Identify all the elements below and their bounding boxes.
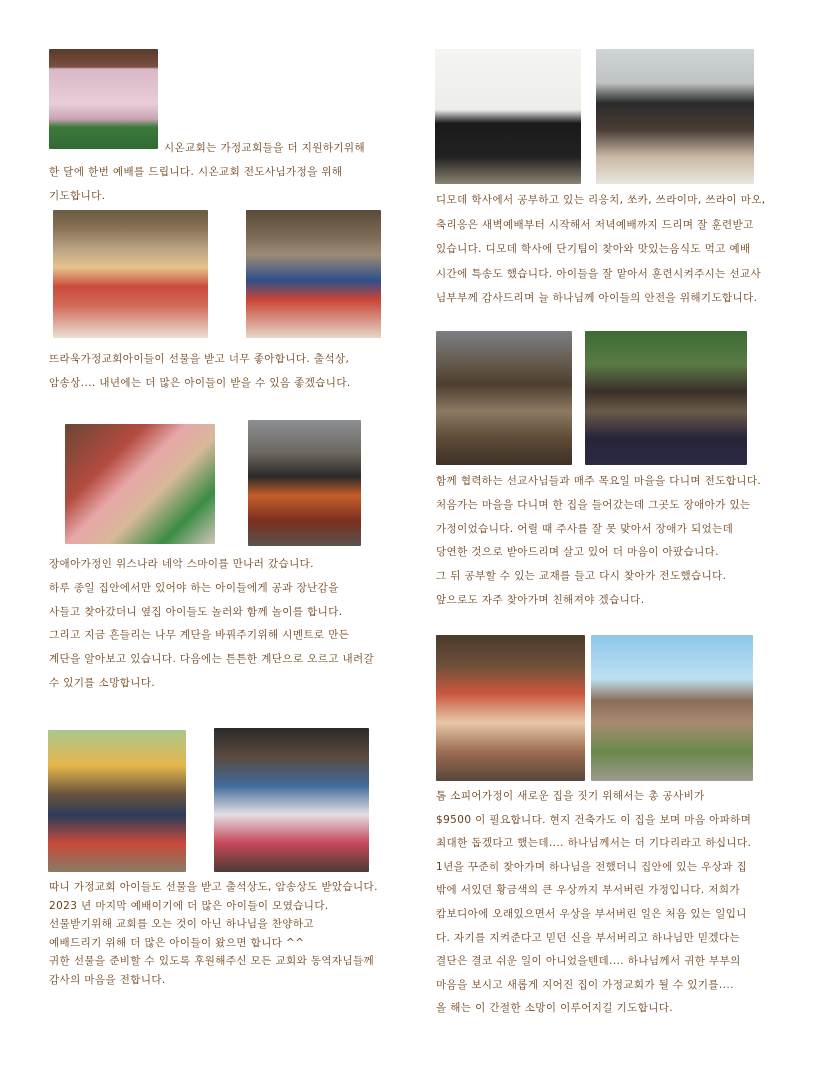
text-line: 한 달에 한번 예배를 드립니다. 시온교회 전도사님가정을 위해 [49, 166, 343, 178]
text-line: 축리응은 새벽예배부터 시작해서 저녁예배까지 드리며 잘 훈련받고 [436, 218, 754, 231]
text-line: 1년을 꾸준히 찾아가며 하나님을 전했더니 집안에 있는 우상과 집 [436, 860, 748, 873]
text-line: $9500 이 필요합니다. 현지 건축가도 이 집을 보며 마음 아파하며 [436, 813, 752, 826]
trauk-children-group-photo [246, 210, 381, 338]
trauk-children-group-image [246, 210, 381, 338]
village-visit-photo [585, 331, 747, 465]
wooden-stairs-photo [248, 420, 361, 546]
text-line: 기도합니다. [49, 190, 106, 202]
ttani-church-house-image [48, 730, 186, 872]
text-line: 디모데 학사에서 공부하고 있는 리응치, 쏘카, 쓰라이마, 쓰라이 마오, [436, 194, 766, 206]
family-interior-image [436, 635, 585, 781]
text-line: 2023 년 마지막 예배이기에 더 많은 아이들이 모였습니다. [49, 899, 329, 912]
text-line: 감사의 마음을 전합니다. [49, 973, 166, 986]
old-house-exterior-photo [591, 635, 753, 781]
church-worship-photo [49, 49, 158, 149]
text-line: 시간에 특송도 했습니다. 아이들을 잘 맡아서 훈련시켜주시는 선교사 [436, 267, 762, 280]
text-line: 톰 소피어가정이 새로운 집을 짓기 위해서는 총 공사비가 [436, 790, 705, 802]
wooden-stairs-image [248, 420, 361, 546]
text-line: 다. 자기를 지켜준다고 믿던 신을 부서버리고 하나님만 믿겠다는 [436, 931, 741, 944]
text-line: 암송상.... 내년에는 더 많은 아이들이 받을 수 있음 좋겠습니다. [49, 377, 351, 389]
text-line: 캄보디아에 오래있으면서 우상을 부서버린 일은 처음 있는 일입니 [436, 907, 747, 920]
text-line: 함께 협력하는 선교사님들과 매주 목요일 마을을 다니며 전도합니다. [436, 475, 762, 487]
text-line: 하루 종일 집안에서만 있어야 하는 아이들에게 공과 장난감을 [49, 581, 339, 594]
text-line: 님부부께 감사드리며 늘 하나님께 아이들의 안전을 위해기도합니다. [436, 292, 758, 304]
students-eating-meal-photo [596, 49, 754, 184]
new-house-paragraph [436, 785, 751, 1021]
text-line: 처음가는 마을을 다니며 한 집을 들어갔는데 그곳도 장애아가 있는 [436, 498, 751, 511]
old-house-exterior-image [591, 635, 753, 781]
text-line: 마음을 보시고 새롭게 지어진 집이 가정교회가 될 수 있기를.... [436, 978, 734, 991]
trauk-children-gifts-image [53, 210, 208, 338]
village-evangelism-paragraph [436, 470, 761, 613]
text-line: 사들고 찾아갔더니 옆집 아이들도 놀러와 함께 놀이를 합니다. [49, 605, 343, 618]
text-line: 그리고 지금 흔들리는 나무 계단을 바꿔주기위해 시멘트로 만든 [49, 629, 350, 642]
text-line: 뜨라욱가정교회아이들이 선물을 받고 너무 좋아합니다. 출석상, [49, 353, 350, 365]
students-raising-hands-image [435, 49, 581, 184]
trauk-children-gifts-photo [53, 210, 208, 338]
text-line: 귀한 선물을 준비할 수 있도록 후원해주신 모든 교회와 동역자님들께 [49, 955, 375, 967]
zion-church-paragraph [49, 136, 365, 208]
text-line: 시온교회는 가정교회들을 더 지원하기위해 [164, 142, 365, 154]
timothy-dormitory-paragraph [436, 188, 766, 311]
text-line: 선물받기위해 교회를 오는 것이 아닌 하나님을 찬양하고 [49, 918, 314, 930]
text-line: 가정이었습니다. 어릴 때 주사를 잘 못 맞아서 장애가 되었는데 [436, 522, 734, 535]
text-line: 계단을 알아보고 있습니다. 다음에는 튼튼한 계단으로 오르고 내려갈 [49, 653, 375, 666]
ttani-children-gifts-photo [214, 728, 369, 872]
ttani-church-house-photo [48, 730, 186, 872]
ttani-children-gifts-image [214, 728, 369, 872]
text-line: 밖에 서있던 황금색의 큰 우상까지 부서버린 가정입니다. 저희가 [436, 884, 741, 897]
disabled-family-visit-photo [65, 424, 215, 544]
disabled-family-visit-image [65, 424, 215, 544]
church-worship-image [49, 49, 158, 149]
students-raising-hands-photo [435, 49, 581, 184]
stilt-house-photo [436, 331, 572, 465]
text-line: 있습니다. 디모데 학사에 단기팀이 찾아와 맛있는음식도 먹고 예배 [436, 243, 751, 255]
ttani-church-paragraph [49, 878, 378, 989]
village-visit-image [585, 331, 747, 465]
text-line: 결단은 결코 쉬운 일이 아니었을텐데.... 하나님께서 귀한 부부의 [436, 955, 741, 968]
family-interior-photo [436, 635, 585, 781]
students-eating-meal-image [596, 49, 754, 184]
text-line: 앞으로도 자주 찾아가며 친해져야 겠습니다. [436, 593, 645, 606]
text-line: 최대한 돕겠다고 했는데.... 하나님께서는 더 기다리라고 하십니다. [436, 837, 752, 850]
text-line: 따니 가정교회 아이들도 선물을 받고 출석상도, 암송상도 받았습니다. [49, 881, 378, 893]
disabled-family-paragraph [49, 553, 374, 696]
trauk-gifts-paragraph [49, 347, 351, 395]
text-line: 당연한 것으로 받아드리며 살고 있어 더 마음이 아팠습니다. [436, 546, 719, 559]
text-line: 올 해는 이 간절한 소망이 이루어지길 기도합니다. [436, 1002, 674, 1015]
stilt-house-image [436, 331, 572, 465]
text-line: 수 있기를 소망합니다. [49, 676, 156, 689]
text-line: 그 뒤 공부할 수 있는 교재를 들고 다시 찾아가 전도했습니다. [436, 570, 727, 583]
text-line: 장애아가정인 위스나라 네악 스마이를 만나러 갔습니다. [49, 558, 314, 570]
text-line: 예배드리기 위해 더 많은 아이들이 왔으면 합니다 ^^ [49, 936, 305, 949]
